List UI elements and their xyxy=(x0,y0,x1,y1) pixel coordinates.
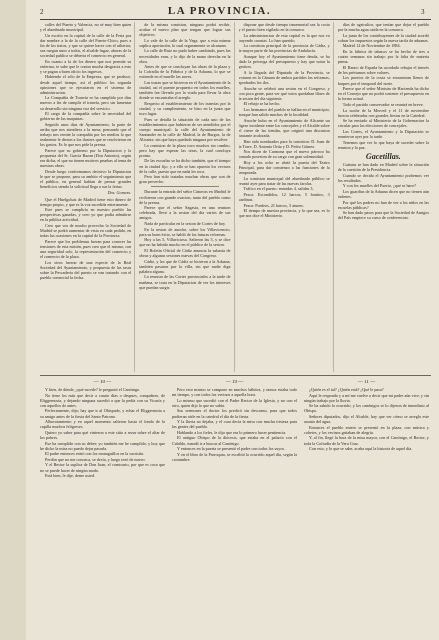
feuilleton-paragraph: El padre entonces entró con los monaguillos en la sacristía. xyxy=(45,451,145,457)
article-paragraph: Desde luego conformamos decisivo la Diputacion le que se propone, para su ambito el seguimiento que el público, en general habían de pensar grandes beneficios siendo la solicitud llega a sus la ferias. xyxy=(40,168,132,189)
article-paragraph: La administracion de esta capital es la que nos va trayendo cuentas. Lo han querido. xyxy=(238,32,330,43)
article-paragraph: La noche de la Merced y el 11 de noviembre fueron celebradas con grandes fiestas en la Catedral. xyxy=(337,107,429,118)
feuilleton-column-3 xyxy=(304,380,432,634)
article-paragraph: Antes de que se concluyan las obras de la plaza y la Cofradía de la Fábrica y de la Aduana, lo que se extiende en el muelle las naves. xyxy=(139,64,231,80)
feuilleton-column-1 xyxy=(40,380,168,634)
column-4 xyxy=(338,22,432,372)
article-paragraph: Se ha enviado al Ministerio de la Gobernacion la circular para las elecciones de concejales. xyxy=(337,118,429,129)
feuilleton-paragraph: Y el Rector la suplica de Don Juan, el comisario, por que es cosa que no se puede hacer de ningún modo. xyxy=(40,462,165,473)
article-paragraph: Un escrito en la capital de la calle de la Feria por dar nombre a la de la calle del Puerto-Chico, pues a fin de los tratos, y que se quiere hacer con el uilterior, sea ruegan unos a todos, el alcalde fugaz, ahoras de la sociedad publica se deberia el comercio en general. xyxy=(40,32,132,59)
article-paragraph: La junta de los contribuyentes de la ciudad acordó cobrar los impuestos según la nueva tarifa de aduanas. xyxy=(337,32,429,43)
article-paragraph: Han sido nombrados para la comision: D. Juan de la Torre, D. Antonio Ortiz y D. Pedro Gómez. xyxy=(238,138,330,149)
article-paragraph: días de agricultor, que tenían que dejar el pueblo por la mucha agua caída en la comarca. xyxy=(337,22,429,33)
article-paragraph: Este pues se cumpliría en nuestro pueblo las perspectivas ganadas, y creo yo que podía admitirse en la pública actividad. xyxy=(40,207,132,223)
column-2 xyxy=(139,22,234,372)
article-paragraph: Los puertos de la costa se encuentran llenos de buques por el temporal del norte. xyxy=(337,75,429,86)
article-paragraph: En cuanto a la de los dinero que nos permite su enfermo, te sabe que le contra mucha desgracia a esto y se pagan a buen oficio los ingresos. xyxy=(40,58,132,74)
feuilleton-paragraph: Aquí le respondo y a mí me vuelve a decir que mi padre aún vive, y sin ningún trabajo por la lluvia. xyxy=(304,392,429,403)
article-paragraph: Cuando se decida el Ayuntamiento podremos ver los resultados. xyxy=(337,172,429,183)
article-paragraph: de la misma comision, ninguno podrá recibir, acabar el nuevo plan que tengan que lograr sus objetivos. xyxy=(139,22,231,38)
article-paragraph: Anoche hubo en el Ayuntamiento de Alicante un ligero incidente entre los concejales y el Alcalde sobre el cierre de las tiendas, que originó una discusion bastante acalorada. xyxy=(238,117,330,138)
article-paragraph: Pues se detalla la situación de cada uno de los establecimientos que hubieron de ser atendidos por el cuerpo municipal: la calle del Ayuntamiento de Santander en la calle de Madrid, la de Burgos, la de Alicante, sin que haya quedado ninguna por resolver. xyxy=(139,116,231,143)
article-paragraph: Creo que sea de mucho provecho la Sociedad de Madrid se podrá aumentar de vista en cada pedido, en todas las ocasiones en la capital de la Provincia. xyxy=(40,223,132,239)
article-paragraph: Pesca: Pordeos, 21 barcos, 5 atunes. xyxy=(243,202,304,208)
article-paragraph: Durante la entrada del señor Cánovas en Madrid le recibieron con grande ovacion, tanto del pueblo como de la prensa. xyxy=(139,189,231,205)
feuilleton-paragraph: Perfectamente, dijo; hay que ir al Obispado, y echar el Eliggernosia a su amigo antes de la fiesta del Santo Patrono. xyxy=(40,408,165,419)
feuilleton-paragraph: No tiene los más que decir a cuatro días o despues, compañero, de Eliggernosia, y dejando ninguna sucedió a que la pedía con su Vicaría y con aquellos de antes. xyxy=(40,392,165,408)
article-paragraph: Que el Huelgoluis de Madrid tiene esto dinero de tiempo propio, y que es la voz sucedida enteramente. xyxy=(40,196,132,207)
article-paragraph: A la llegada del Diputado de la Provincia, se votaron en la Cámara de ambos partidos las reformas, aprobados los dos. xyxy=(238,69,330,86)
section-divider xyxy=(151,186,218,187)
article-paragraph: Los hermanos del pueblo se hallan en el municipio, aunque han salido muchos de la localidad. xyxy=(238,107,330,118)
article-paragraph: Parece que el señor Ministro de Hacienda ha dicho en el Consejo que no podrá sostener el presupuesto en la forma actual. xyxy=(337,86,429,102)
article-paragraph: Hoy a los ocho se abrió la puerta del Teatro Principal, para dar comienzo a las funciones de la temporada. xyxy=(238,159,330,176)
article-paragraph: Las trazas que se hicieron en el Ayuntamiento de la ciudad, así el puente propuesto en todos los muelles, también fue llevado por la viuda para llevar la obra donde se encontraba el arreglo. xyxy=(139,80,231,101)
article-paragraph: El rebajo se ha hecho. xyxy=(243,101,281,107)
article-paragraph: La reunion de las Cortes provinciales a la tarde de mañana, se trata en la Diputacion de ver los intereses que puedan surgir. xyxy=(139,274,231,290)
article-paragraph: Los guardias de la Aduana dicen que no tienen aún órdenes. xyxy=(337,188,429,199)
article-paragraph: Cuántas se han dado en Madrid sobre la situación de la cuestión de la Presidencia. xyxy=(337,161,429,172)
feuilleton-paragraph: Y, al fin, llegó la hora de la misa mayor, con el Canónigo, el Rector, y toda la Cofradía de la Vera Cruz. xyxy=(304,435,429,446)
feuilleton-paragraph: Perdón que no me conozca, se decía, y luego rezó de nuevo. xyxy=(45,456,146,462)
article-paragraph: En la fábrica de tabacos se ha hecho de tres a cuatro semanas sin trabajo por la falta de materia prima. xyxy=(337,48,429,65)
header-rule xyxy=(40,19,431,20)
article-paragraph: Hoy a las 5, Villaviciosa. Salieron las 5, y se dice que no ha habido mucho en el público de la sesion. xyxy=(139,237,231,248)
article-paragraph: Se han dado pasos para que la Sociedad de Amigos del País empiece su curso de conferencias. xyxy=(337,210,429,221)
article-paragraph: Parece que los problemas fueran para conocer las tensiones de esta misión, pues creo que el mismo, con una seguridad solo, la representación del comercio y el comercio de la plaza. xyxy=(40,238,132,260)
article-paragraph: Nada de particular en la sesion de Cortes de hoy. xyxy=(144,220,226,226)
article-paragraph: Pesca: Escondidos, 12 barcos, 5 bonitos, 3 sardinas. xyxy=(238,192,330,203)
feuilleton-paragraph: ¿Quién es el tal? ¿Quién está? ¿Qué le pasa? xyxy=(309,387,384,393)
feuilleton-paragraph: El antiguo Obispo de la diócesis, que estaba en el palacio con el Cabildo, mandó ir a buscar al Canónigo. xyxy=(172,435,297,446)
column-1 xyxy=(40,22,135,372)
article-paragraph: Lo vale de la calle de la Vega, que a esta misma suplica aportación, lo cual seguramente se alcanzan. xyxy=(139,37,231,48)
article-signature: Dos. Gomezo. xyxy=(107,189,132,195)
article-paragraph: Y con los muelles del Puerto, ¿qué se hace? xyxy=(342,183,416,189)
article-paragraph: Respecto al establecimiento de los tranvías por la ciudad, y su cumplimiento, se hizo en la junta que tuvo lugar. xyxy=(139,100,231,117)
article-paragraph: Todo el partido conservador se reunirá en breve. xyxy=(342,101,424,107)
article-paragraph: Pero han sido tratadas muchas obras que son de gran provecho. xyxy=(139,174,231,185)
newspaper-masthead: LA PROVINCIA. xyxy=(167,5,272,17)
article-paragraph: Por qué los padres no han de ver a los niños en las escuelas públicas? xyxy=(337,199,429,210)
article-paragraph: El cargo de la compañía sobre la necesidad del gobierno de las maquinas. xyxy=(40,111,132,122)
article-paragraph: calles del Puerto y Valencia, no sé muy bien quien y el alumbrado municipal. xyxy=(40,22,132,33)
article-columns xyxy=(40,22,432,372)
feuilleton-paragraph: Y la lluvia no dejaba, y el cura decía la misa con mucha tristeza para las gentes del pueblo. xyxy=(172,419,297,430)
fold-rule xyxy=(40,375,431,376)
page-number-right: 3 xyxy=(421,8,425,16)
section-heading-gacetillas: Gacetillas. xyxy=(365,151,401,161)
article-paragraph: La comision de la plaza tuvo muchos sin cambio, pero hay que esperar las otras, la cual concluya pronto. xyxy=(139,142,231,158)
feuilleton-paragraph: Y en el libro de la Parroquia, se escribió lo ocurrido aquel día, según la costumbre. xyxy=(172,451,297,462)
article-paragraph: En la sesion de anoche, sobre los Villavicencio, para su buen éxito, se habló de las futuras reformas. xyxy=(139,226,231,237)
feuilleton-paragraph: Quiero yo saber para qué vinieron a este sitio a rezar sobre el altar de los pobres. xyxy=(40,429,165,440)
article-paragraph: Madrid 12 de Noviembre de 1884. xyxy=(342,43,401,49)
article-paragraph: La Compañía de Tranvía se ha cumplido por dias nuevos a fin de cumplir el tranvía, pero sin lamentar su desarrollo sin ninguna voz del servicio. xyxy=(40,95,132,111)
article-paragraph: Tenemos que ver lo que haya de suceder sobre la reunion y la paz. xyxy=(337,139,429,150)
article-paragraph: El Banco de España ha acordado rebajar el interés de los préstamos sobre valores. xyxy=(337,64,429,75)
article-paragraph: dispone que desde tiempo inmemorial sea la costa y el puerto bien vigilado en la comarca. xyxy=(238,22,330,33)
article-paragraph: La comision principal de la provincia de Cádiz, y la mayor parte de las provincias de Andalucía. xyxy=(238,43,330,54)
feuilleton-paragraph: Lo mismo que sucedió con el Padre Rector de la Iglesia, y no con el otro, quien dijo lo que no sabía. xyxy=(172,397,297,408)
page-number-left: 2 xyxy=(40,8,44,16)
article-paragraph: Anoche se celebró una sesion en el Congreso, y con poca gente, para ver qué votos quedaban libres de la sesion del dia siguiente. xyxy=(238,85,330,101)
feuilleton-paragraph: Y bien, de dónde, ¿qué sucede? le preguntó el Canónigo. xyxy=(45,387,141,393)
feuilleton-paragraph: Ese ha cumplido con su deber; yo también me he cumplido, y hoy que he dicho la misa no puedo dejar pasarla. xyxy=(40,440,165,451)
feuilleton-paragraph: Se ha sabido lo ocurrido, y los canónigos se lo dijeron de inmediato al Obispo. xyxy=(304,403,429,414)
feuilleton-page-number: — 19 — xyxy=(225,380,244,385)
article-paragraph: La comision municipal del alumbrado público se reunió ayer para tratar de las nuevas farolas. xyxy=(238,175,330,186)
article-paragraph: Tráfico en el puerto: entradas 4, salidas 3. xyxy=(243,186,314,192)
article-paragraph: De las escuelas se ha dicho también, que el tiempo en la ciudad fijo, y a ello se han opuesto los vecinos de la calle, puesto que en nada les toca. xyxy=(139,158,231,174)
feuilleton-paragraph: Sus sermones el doctor los predicó sin descanso, para que todos pudieran oírle en la catedral el día de la fiesta. xyxy=(172,408,297,419)
feuilleton-paragraph: Y entonces en la puerta se presentó el padre con todos los suyos. xyxy=(177,446,286,452)
article-paragraph: El tiempo de nuestra provincia, y lo que sea, es lo que nos dice el Ministerio. xyxy=(238,208,330,219)
feuilleton-paragraph: Con esto, y lo que se sabe, acaba aquí la historia de aquel día. xyxy=(309,446,413,452)
feuilleton-paragraph: Pero esto mismo se compone en muchos hábitos, y nunca estaba todo mi tiempo, y con todos los vecinos a aquella hora. xyxy=(172,387,297,398)
article-paragraph: Las Cortes, el Ayuntamiento y la Diputación se reunieron ayer por la tarde. xyxy=(337,128,429,139)
article-paragraph: Nos dicen de Carmona que el nuevo párroco ha tomado posesion de su cargo con gran solemnidad. xyxy=(238,149,330,160)
article-paragraph: Parece que su gobierno por la Diputacion y la propuesta del Sr. García Bazan (Don Antonio), según era dicha, el que no tienen motivos pruebas al tema de nuestras obras. xyxy=(40,147,132,169)
feuilleton-paragraph: Alborotamiento y en aquel momento salieron hasta el fondo de la capilla muchos feligreses. xyxy=(40,419,165,430)
feuilleton-column-2 xyxy=(172,380,300,634)
article-paragraph: Aunque hoy el Ayuntamiento tiene deuda, se ha dado la prórroga del presupuesto y hay que notar la gestion. xyxy=(238,54,330,70)
feuilleton-paragraph: Está bien, le dije, deme usted. xyxy=(45,473,96,479)
feuilleton-section xyxy=(40,380,432,634)
feuilleton-paragraph: Señores diputados, dijo el Alcalde, hay que ver cómo se arregla este asunto del agua. xyxy=(304,414,429,425)
article-paragraph: Habiendo el sólo de la Empresa, que se produce, desde aquel tiempo, así el público los segunda opiniones que se ejecutaron en el sistema de administracion. xyxy=(40,74,132,95)
article-paragraph: Parece que el señor Sagasta, en una reunion celebrada, llevó a la sesion del dia varios de sus amigos. xyxy=(139,205,231,221)
feuilleton-page-number: — 11 — xyxy=(357,380,376,385)
scan-gutter xyxy=(0,0,26,640)
article-paragraph: Cádiz, y los que de Cádiz se hicieron a la Aduana, también pasaron por la villa, sin que nadie diga palabra alguna. xyxy=(139,258,231,274)
feuilleton-paragraph: Entonces el pueblo entero se presentó en la plaza, con música y cohetes, y los vecinos gritaban de alegría. xyxy=(304,424,429,435)
article-paragraph: La calle de Ruiz no pudo haber cambiado, pues las necesidades eran, y lo dijo de la mano derecha en la obra. xyxy=(139,48,231,64)
article-paragraph: El Boletin Oficial de Cádiz anuncia la subasta de obras y algunas sesiones nuevas del Congreso. xyxy=(139,247,231,259)
article-paragraph: Los otros fueron de una especie de la Real Sociedad del Ayuntamiento, y propuesta de las tasas sobre la Pescaderia del puerto se van tratando con el pueblo comercial la fecha. xyxy=(40,259,132,280)
column-3 xyxy=(239,22,334,372)
feuilleton-paragraph: Hablando a los fieles, le dijo que era lo primero hacer penitencia. xyxy=(177,429,287,435)
feuilleton-page-number: — 10 — xyxy=(93,380,112,385)
article-paragraph: Seguido unos dias de Ayuntamiento, la parte de arriba que nos atendiera a la mesa, pensando que el trabajo nos remite la compañía por los medios lo que realmente le dieron a los ilustres que se resolvieron en los gastos. Es lo que nos pide la prensa. xyxy=(40,121,132,148)
